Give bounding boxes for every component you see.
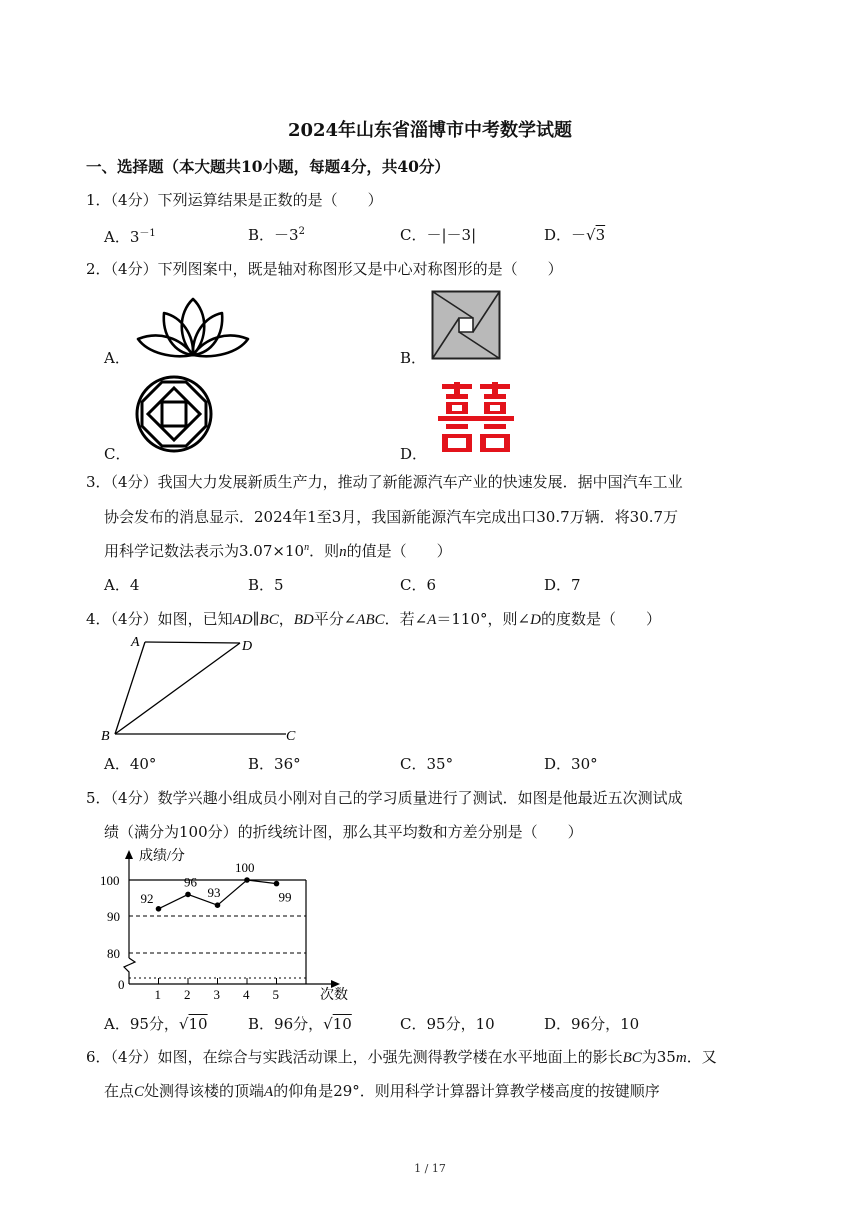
circle-square-figure xyxy=(134,374,214,454)
q1-option-a: A．$3^{-1}$ xyxy=(104,228,156,246)
q4-option-d: D．30° xyxy=(544,755,598,773)
q3-option-b: B．5 xyxy=(248,576,284,594)
label-d: D xyxy=(242,639,253,654)
q2-option-a-label: A． xyxy=(104,349,130,367)
q5-option-d: D．96分，10 xyxy=(544,1015,640,1033)
question-4-stem: 4．（4分）如图，已知AD∥BC，BD平分∠ABC．若∠A＝110°，则∠D的度数是（ ） xyxy=(86,610,661,628)
question-5-line1: 5．（4分）数学兴趣小组成员小刚对自己的学习质量进行了测试．如图是他最近五次测试成 xyxy=(86,789,683,807)
question-6-line1: 6．（4分）如图，在综合与实践活动课上，小强先测得教学楼在水平地面上的影长BC为35m．又 xyxy=(86,1048,717,1066)
q2-option-c-label: C． xyxy=(104,445,131,463)
label-b: B xyxy=(101,729,110,744)
x-tick-label: 5 xyxy=(272,987,279,1002)
q2-option-d-label: D． xyxy=(400,445,428,463)
question-3-line2: 协会发布的消息显示．2024年1至3月，我国新能源汽车完成出口30.7万辆．将30.7万 xyxy=(104,508,679,526)
line-chart xyxy=(96,846,366,1004)
q1-option-c: C．－|－3| xyxy=(400,226,477,244)
data-point xyxy=(244,877,250,883)
data-point xyxy=(274,881,280,887)
q5-option-a: A．95分，√10 xyxy=(104,1015,208,1033)
y-tick-100: 100 xyxy=(100,873,120,888)
question-1-stem: 1．（4分）下列运算结果是正数的是（ ） xyxy=(86,191,383,209)
double-happiness-figure xyxy=(438,382,514,454)
data-label: 92 xyxy=(140,890,154,906)
x-tick-label: 4 xyxy=(243,987,250,1002)
data-point xyxy=(156,906,162,912)
trapezoid-figure xyxy=(100,630,310,748)
q5-option-b: B．96分，√10 xyxy=(248,1015,352,1033)
question-2-stem: 2．（4分）下列图案中，既是轴对称图形又是中心对称图形的是（ ） xyxy=(86,260,563,278)
label-c: C xyxy=(286,729,296,744)
square-pinwheel-figure xyxy=(431,290,501,360)
q2-option-b-label: B． xyxy=(400,349,427,367)
label-a: A xyxy=(131,635,140,650)
data-label: 100 xyxy=(235,860,255,875)
data-point xyxy=(215,902,221,908)
data-point xyxy=(185,892,191,898)
q4-option-a: A．40° xyxy=(104,755,157,773)
y-tick-90: 90 xyxy=(107,909,120,924)
page-title: 2024年山东省淄博市中考数学试题 xyxy=(287,120,573,141)
x-tick-label: 1 xyxy=(154,987,161,1002)
q1-option-b: B．$-3^2$ xyxy=(248,226,305,244)
page-number: 1 / 17 xyxy=(414,1162,446,1175)
data-label: 99 xyxy=(278,889,292,905)
question-3-line3: 用科学记数法表示为$3.07\times 10^n$．则n的值是（ ） xyxy=(104,542,452,560)
q1-option-d: D．－√3 xyxy=(544,226,606,244)
q5-option-c: C．95分，10 xyxy=(400,1015,495,1033)
section-heading: 一、选择题（本大题共10小题，每题4分，共40分） xyxy=(86,157,450,176)
data-label: 93 xyxy=(207,885,221,901)
question-6-line2: 在点C处测得该楼的顶端A的仰角是29°．则用科学计算器计算教学楼高度的按键顺序 xyxy=(104,1082,660,1100)
q4-option-b: B．36° xyxy=(248,755,301,773)
data-label: 96 xyxy=(184,874,197,890)
y-tick-0: 0 xyxy=(118,977,125,992)
q3-option-a: A．4 xyxy=(104,576,140,594)
x-tick-label: 3 xyxy=(213,987,220,1002)
q4-option-c: C．35° xyxy=(400,755,454,773)
question-5-line2: 绩（满分为100分）的折线统计图，那么其平均数和方差分别是（ ） xyxy=(104,823,583,841)
question-3-line1: 3．（4分）我国大力发展新质生产力，推动了新能源汽车产业的快速发展．据中国汽车工业 xyxy=(86,473,683,491)
lotus-figure xyxy=(134,295,252,361)
q3-option-d: D．7 xyxy=(544,576,581,594)
y-tick-80: 80 xyxy=(107,946,120,961)
x-tick-label: 2 xyxy=(184,987,191,1002)
x-axis-label: 次数 xyxy=(320,988,348,1003)
q3-option-c: C．6 xyxy=(400,576,437,594)
y-axis-label: 成绩/分 xyxy=(139,849,185,864)
